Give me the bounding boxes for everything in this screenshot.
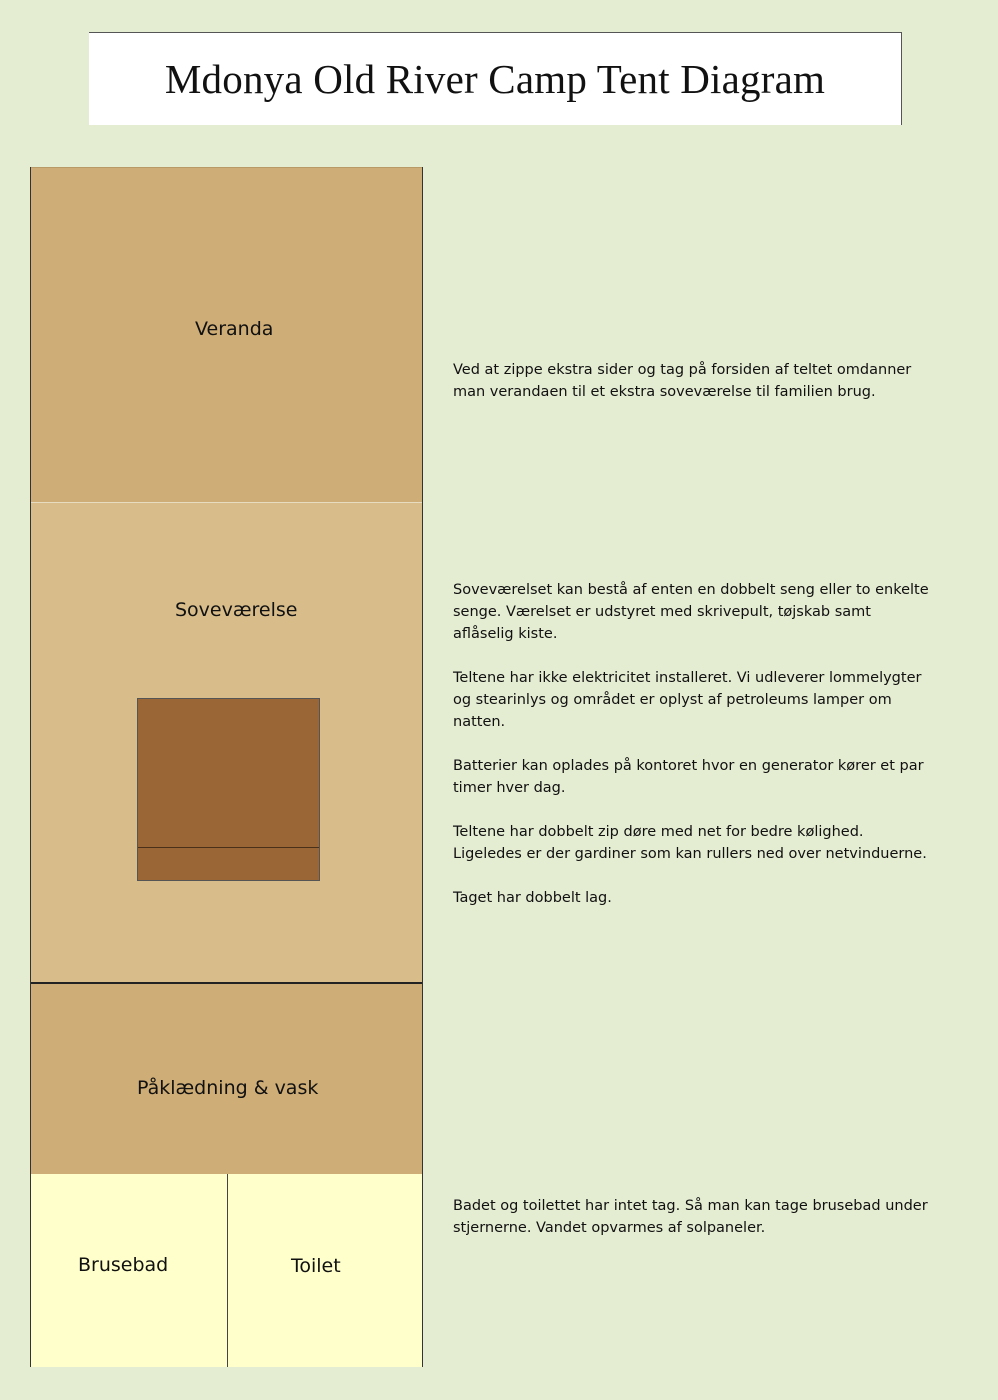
bed-footboard	[138, 847, 319, 880]
roof-text: Taget har dobbelt lag.	[453, 890, 612, 906]
room-label-veranda: Veranda	[195, 318, 274, 340]
room-bedroom	[31, 502, 422, 982]
bedroom-text: Soveværelset kan bestå af enten en dobbelt seng eller to enkelte senge. Værelset er udstyret med skrivepult, tøjskab samt aflåselig kiste.	[453, 582, 929, 642]
veranda-text: Ved at zippe ekstra sider og tag på forsiden af teltet omdanner man verandaen til et ekstra soveværelse til familien brug.	[453, 362, 912, 400]
doors-text: Teltene har dobbelt zip døre med net for bedre kølighed. Ligeledes er der gardiner som kan rullers ned over netvinduerne.	[453, 824, 927, 862]
room-bathroom	[31, 1174, 422, 1367]
room-label-dressing: Påklædning & vask	[137, 1077, 319, 1099]
veranda-description	[453, 359, 933, 425]
bathroom-text: Badet og toilettet har intet tag. Så man kan tage brusebad under stjernerne. Vandet opvarmes af solpaneler.	[453, 1198, 928, 1236]
bed	[137, 698, 320, 881]
batteries-text: Batterier kan oplades på kontoret hvor en generator kører et par timer hver dag.	[453, 758, 924, 796]
bathroom-divider	[227, 1174, 228, 1367]
electricity-text: Teltene har ikke elektricitet installeret. Vi udleverer lommelygter og stearinlys og området er oplyst af petroleums lamper om natten.	[453, 670, 922, 730]
title-box	[89, 32, 902, 125]
room-label-toilet: Toilet	[291, 1255, 341, 1277]
bedroom-description	[453, 579, 933, 931]
bathroom-description	[453, 1195, 933, 1261]
room-veranda	[31, 167, 422, 502]
room-label-bedroom: Soveværelse	[175, 599, 298, 621]
room-dressing	[31, 982, 422, 1174]
diagram-title: Mdonya Old River Camp Tent Diagram	[164, 56, 826, 102]
room-label-shower: Brusebad	[78, 1254, 169, 1276]
tent-floor-plan	[30, 167, 423, 1367]
